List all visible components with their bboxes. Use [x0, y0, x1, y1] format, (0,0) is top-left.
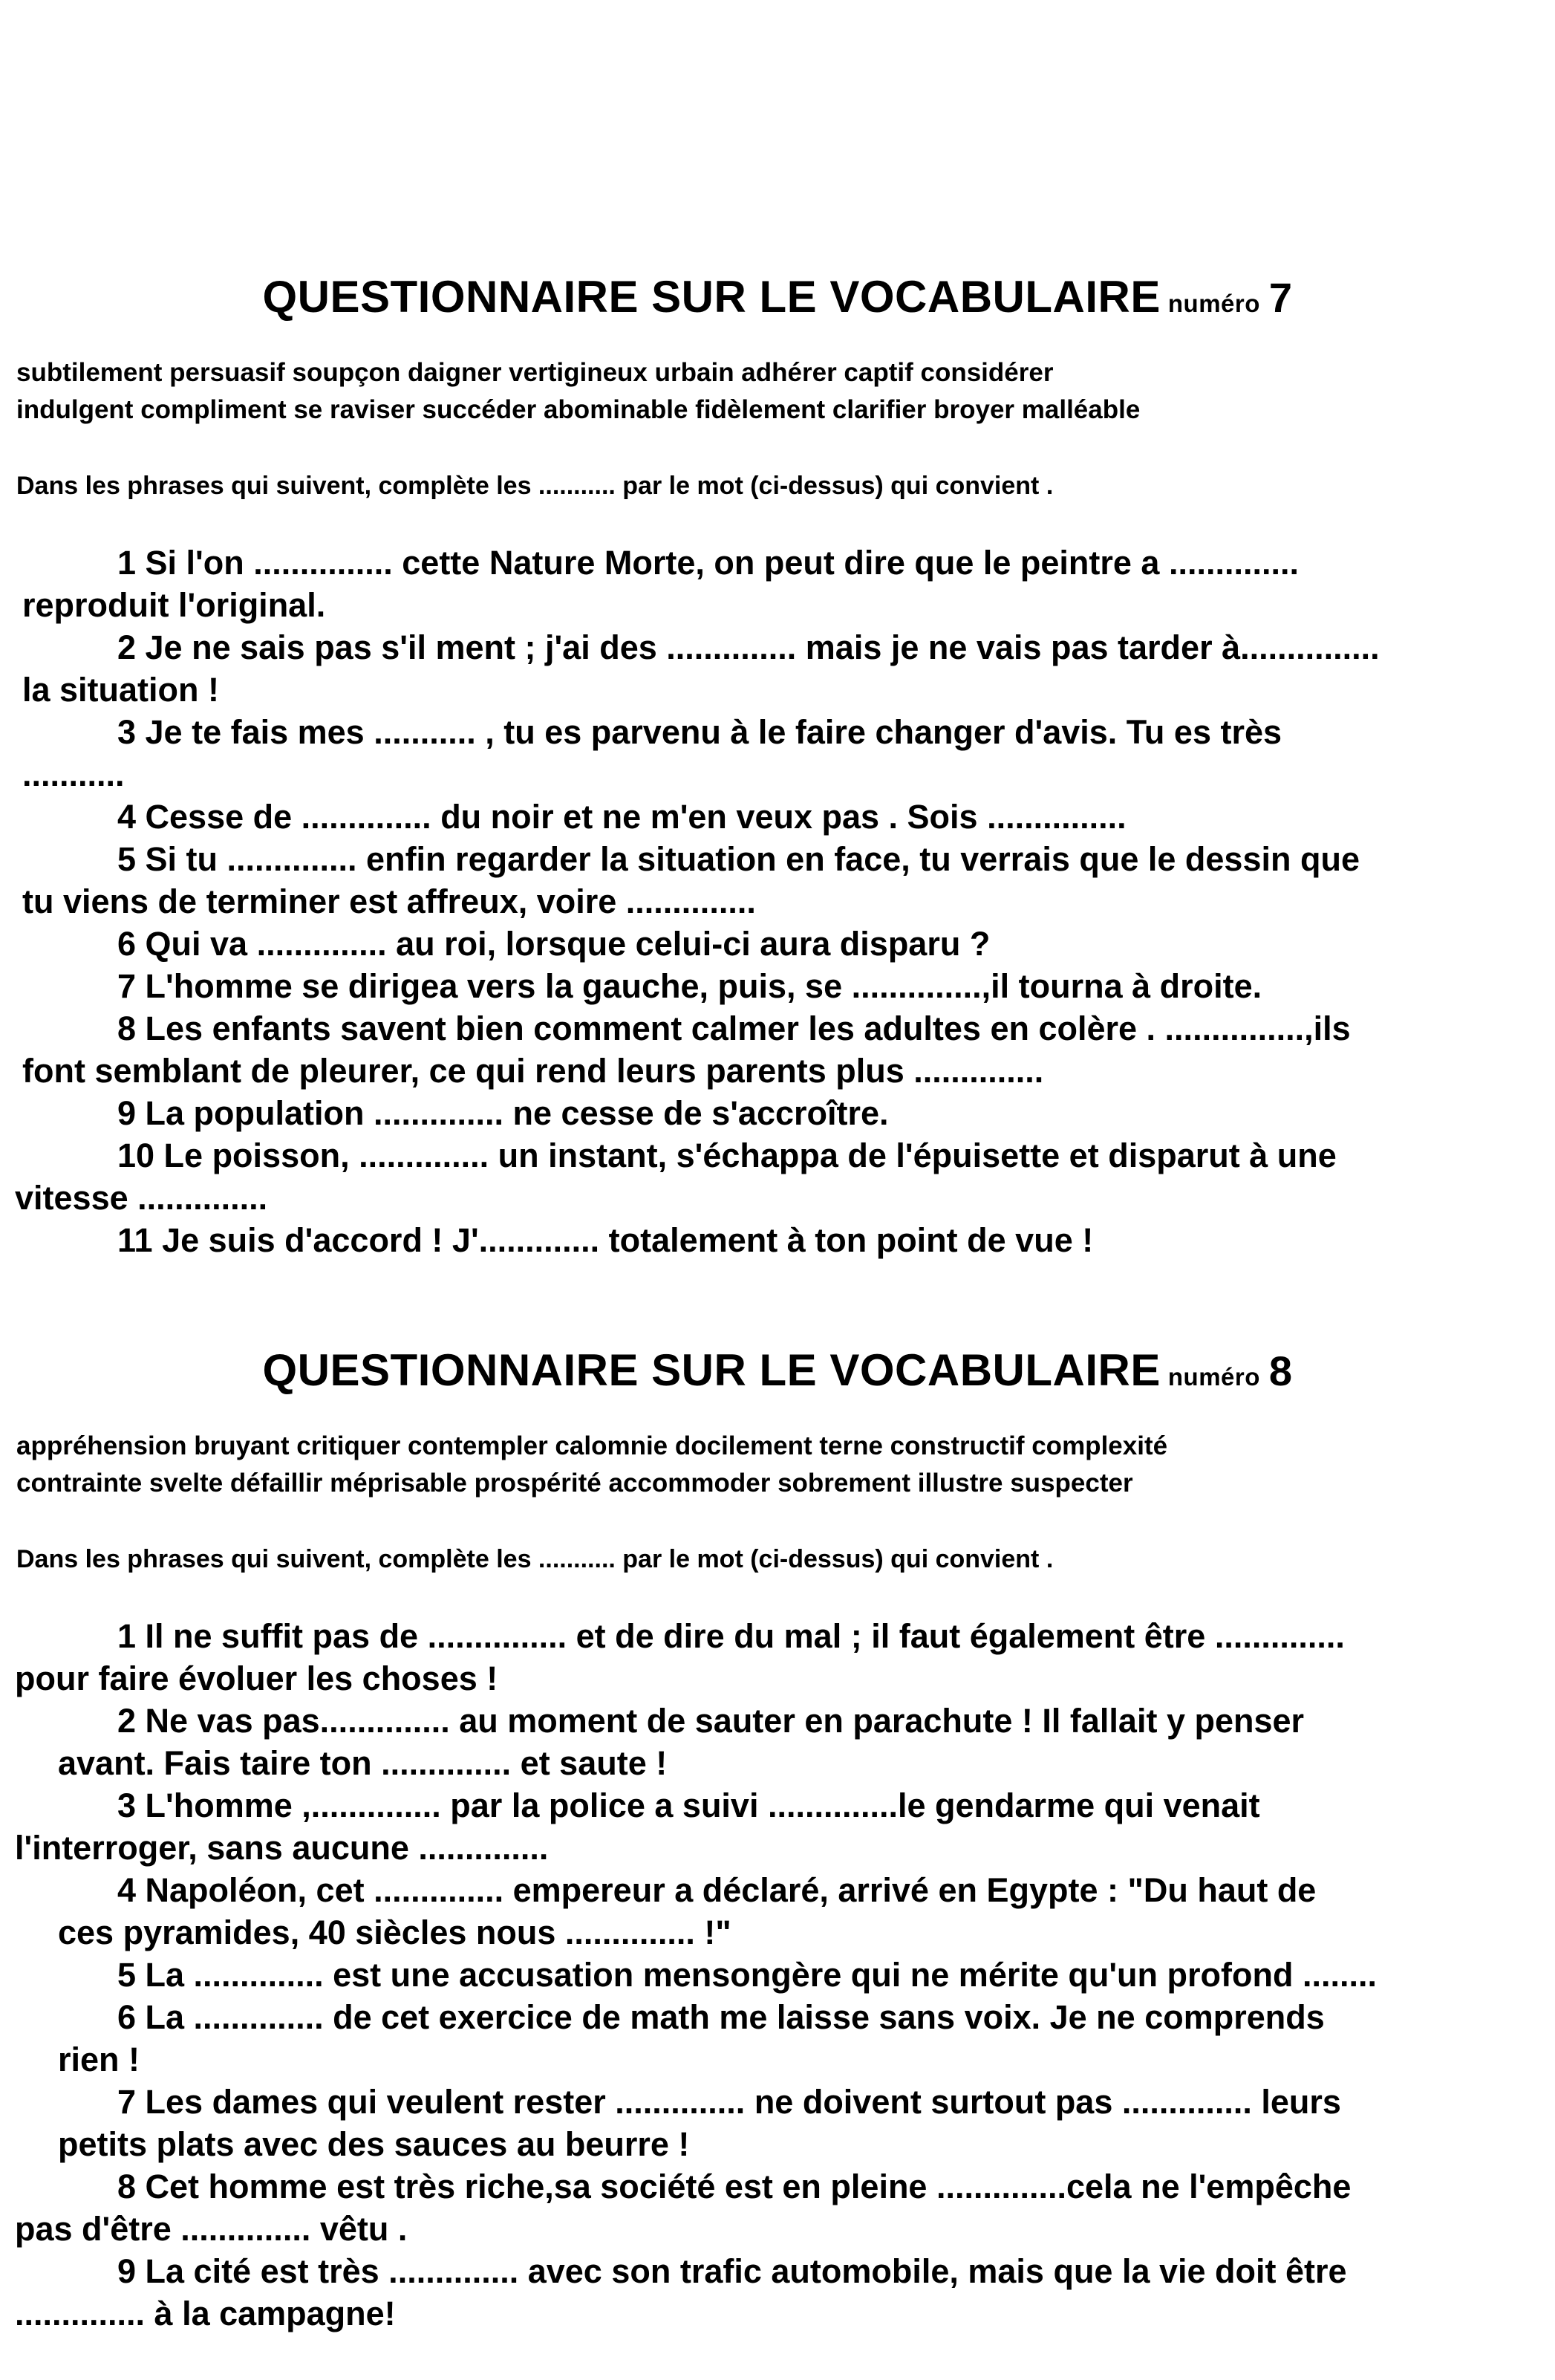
- question-continuation: pour faire évoluer les choses !: [15, 1659, 498, 1697]
- question-text: 1 Il ne suffit pas de ............... et de dire du mal ; il faut également être ..............: [117, 1617, 1345, 1655]
- question-continuation: l'interroger, sans aucune ..............: [15, 1829, 549, 1867]
- questionnaire-title: [0, 1341, 1555, 1407]
- question-list: [0, 1615, 1555, 2335]
- question-2: [0, 1700, 1522, 1784]
- question-5: [0, 838, 1522, 923]
- word-bank-line: appréhension bruyant critiquer contempler calomnie docilement terne constructif complexité: [16, 1431, 1168, 1460]
- question-text: 4 Napoléon, cet .............. empereur a déclaré, arrivé en Egypte : "Du haut de: [117, 1871, 1317, 1909]
- question-continuation: vitesse ..............: [15, 1179, 268, 1217]
- question-text: 5 Si tu .............. enfin regarder la situation en face, tu verrais que le dessin que: [117, 840, 1360, 878]
- numero-value: 8: [1268, 1347, 1293, 1394]
- question-text: 8 Les enfants savent bien comment calmer les adultes en colère . ...............,ils: [117, 1009, 1351, 1047]
- question-text: 5 La .............. est une accusation mensongère qui ne mérite qu'un profond ........: [117, 1956, 1377, 1994]
- question-continuation: petits plats avec des sauces au beurre !: [58, 2125, 690, 2163]
- question-text: 1 Si l'on ............... cette Nature Morte, on peut dire que le peintre a ..............: [117, 544, 1299, 582]
- word-bank: [16, 354, 1539, 429]
- question-continuation: ces pyramides, 40 siècles nous .............. !": [58, 1914, 731, 1951]
- question-8: [0, 1007, 1522, 1092]
- question-10: [0, 1134, 1522, 1219]
- question-6: [0, 1996, 1522, 2081]
- question-continuation: reproduit l'original.: [22, 586, 326, 624]
- title-text: QUESTIONNAIRE SUR LE VOCABULAIRE: [262, 1345, 1161, 1395]
- numero-label: numéro: [1167, 1363, 1260, 1391]
- question-list: [0, 542, 1555, 1261]
- question-continuation: ...........: [22, 755, 125, 793]
- question-3: [0, 1784, 1522, 1869]
- question-continuation: tu viens de terminer est affreux, voire ..............: [22, 882, 756, 920]
- question-text: 2 Ne vas pas.............. au moment de sauter en parachute ! Il fallait y penser: [117, 1702, 1305, 1740]
- question-9: [0, 1092, 1522, 1134]
- word-bank-line: contrainte svelte défaillir méprisable prospérité accommoder sobrement illustre suspecter: [16, 1469, 1133, 1498]
- word-bank: [16, 1428, 1539, 1502]
- question-text: 4 Cesse de .............. du noir et ne m'en veux pas . Sois ...............: [117, 798, 1127, 836]
- question-7: [0, 2081, 1522, 2165]
- question-11: [0, 1219, 1522, 1261]
- numero-value: 7: [1268, 274, 1293, 321]
- question-4: [0, 796, 1522, 838]
- question-5: [0, 1954, 1522, 1996]
- question-8: [0, 2165, 1522, 2250]
- question-continuation: rien !: [58, 2041, 140, 2078]
- question-continuation: pas d'être .............. vêtu .: [15, 2210, 408, 2248]
- question-text: 3 L'homme ,.............. par la police a suivi ..............le gendarme qui venait: [117, 1786, 1260, 1824]
- question-continuation: .............. à la campagne!: [15, 2295, 396, 2332]
- question-text: 9 La population .............. ne cesse de s'accroître.: [117, 1094, 889, 1132]
- question-1: [0, 542, 1522, 626]
- questionnaire-title: [0, 267, 1555, 334]
- question-text: 9 La cité est très .............. avec son trafic automobile, mais que la vie doit être: [117, 2252, 1347, 2290]
- question-text: 3 Je te fais mes ........... , tu es parvenu à le faire changer d'avis. Tu es très: [117, 713, 1282, 751]
- word-bank-line: subtilement persuasif soupçon daigner vertigineux urbain adhérer captif considérer: [16, 358, 1054, 387]
- question-text: 11 Je suis d'accord ! J'............. totalement à ton point de vue !: [117, 1221, 1094, 1259]
- question-text: 6 La .............. de cet exercice de math me laisse sans voix. Je ne comprends: [117, 1998, 1325, 2036]
- question-1: [0, 1615, 1522, 1700]
- question-text: 6 Qui va .............. au roi, lorsque celui-ci aura disparu ?: [117, 925, 991, 963]
- instruction-text: Dans les phrases qui suivent, complète les ........... par le mot (ci-dessus) qui convient .: [16, 1545, 1054, 1573]
- question-continuation: la situation !: [22, 671, 220, 709]
- question-3: [0, 711, 1522, 796]
- question-text: 7 Les dames qui veulent rester .............. ne doivent surtout pas .............. leurs: [117, 2083, 1341, 2121]
- question-continuation: font semblant de pleurer, ce qui rend leurs parents plus ..............: [22, 1052, 1044, 1090]
- questionnaire-8: [0, 1341, 1555, 2335]
- question-2: [0, 626, 1522, 711]
- word-bank-line: indulgent compliment se raviser succéder abominable fidèlement clarifier broyer malléable: [16, 395, 1141, 424]
- title-text: QUESTIONNAIRE SUR LE VOCABULAIRE: [262, 272, 1161, 322]
- question-4: [0, 1869, 1522, 1954]
- question-text: 10 Le poisson, .............. un instant, s'échappa de l'épuisette et disparut à une: [117, 1137, 1337, 1174]
- instruction-text: Dans les phrases qui suivent, complète les ........... par le mot (ci-dessus) qui convient .: [16, 472, 1054, 500]
- questionnaire-7: [0, 267, 1555, 1261]
- question-text: 7 L'homme se dirigea vers la gauche, puis, se ..............,il tourna à droite.: [117, 967, 1262, 1005]
- question-6: [0, 923, 1522, 965]
- question-text: 2 Je ne sais pas s'il ment ; j'ai des .............. mais je ne vais pas tarder à...............: [117, 628, 1380, 666]
- numero-label: numéro: [1167, 290, 1260, 317]
- question-continuation: avant. Fais taire ton .............. et saute !: [58, 1744, 668, 1782]
- question-9: [0, 2250, 1522, 2335]
- question-text: 8 Cet homme est très riche,sa société est en pleine ..............cela ne l'empêche: [117, 2168, 1352, 2205]
- question-7: [0, 965, 1522, 1007]
